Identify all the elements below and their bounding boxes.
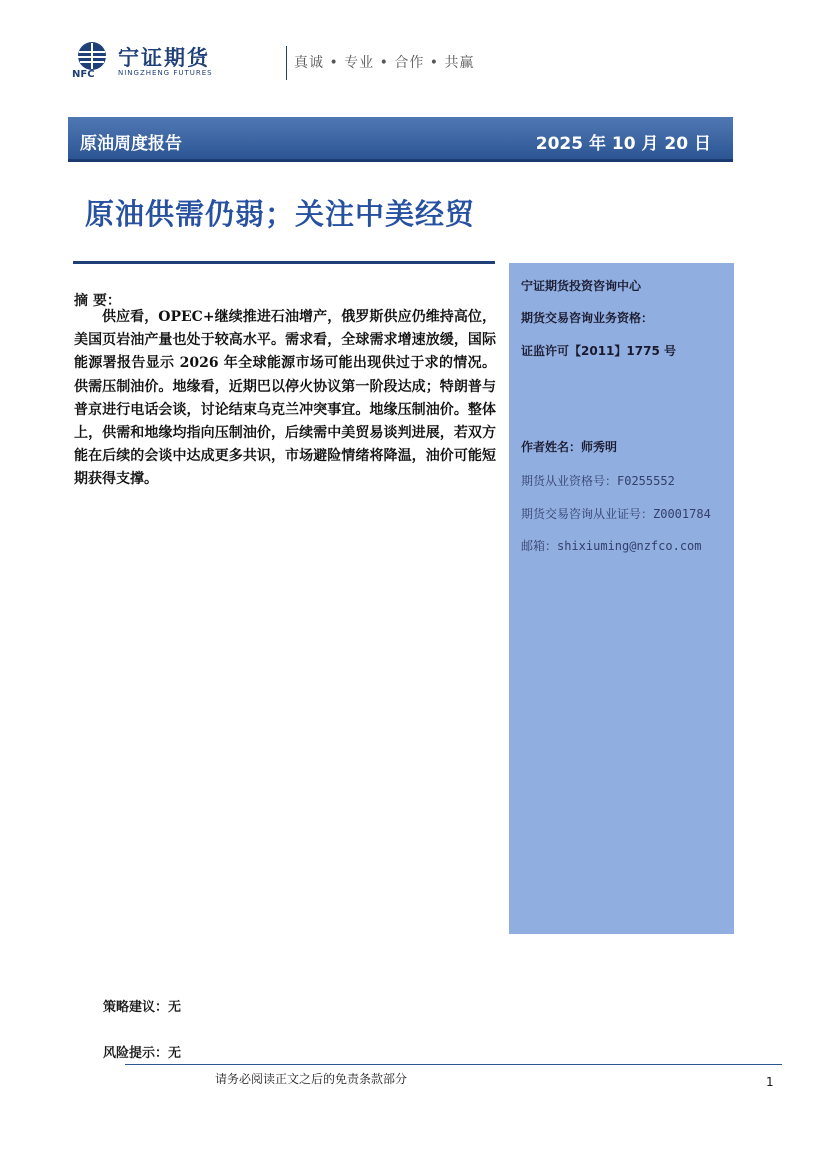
page-number: 1: [766, 1075, 774, 1089]
cert-number: 期货从业资格号：F0255552: [521, 474, 675, 488]
abstract-label: 摘 要：: [74, 293, 121, 309]
abstract-paragraph: 供应看，OPEC+继续推进石油增产，俄罗斯供应仍维持高位，美国页岩油产量也处于较高水平。需求看，全球需求增速放缓，国际能源署报告显示 2026 年全球能源市场可能出现供过于求的情况。供需压制油价。地缘看，近期巴以停火协议第一阶段达成；特朗普与普京进行电话会谈，讨论结束乌克兰冲突事宜。地缘压制油价。整体上，供需和地缘均指向压制油价，后续需中美贸易谈判进展，若双方能在后续的会谈中达成更多共识，市场避险情绪将降温，油价可能短期获得支撑。: [74, 309, 496, 488]
risk-warning: 风险提示：无: [103, 1046, 182, 1061]
company-logo: [70, 38, 475, 86]
report-headline: 原油供需仍弱；关注中美经贸: [85, 197, 476, 231]
footer-divider: [125, 1064, 782, 1065]
consult-number: 期货交易咨询从业证号：Z0001784: [521, 507, 711, 521]
research-center: 宁证期货投资咨询中心: [521, 279, 642, 293]
license-number: 证监许可【2011】1775 号: [521, 344, 676, 358]
report-date: 2025 年 10 月 20 日: [535, 134, 711, 154]
author-name: 作者姓名：师秀明: [521, 440, 618, 454]
strategy-advice: 策略建议：无: [103, 1000, 182, 1015]
report-type: 原油周度报告: [80, 134, 182, 154]
report-banner: [68, 117, 733, 162]
logo-name-cn: 宁证期货: [118, 46, 210, 70]
abstract-body: [74, 306, 496, 492]
qualification-label: 期货交易咨询业务资格：: [521, 311, 654, 325]
logo-abbr: NFC: [72, 69, 95, 80]
footer-disclaimer: 请务必阅读正文之后的免责条款部分: [215, 1072, 408, 1086]
author-sidebar: [509, 263, 734, 934]
headline-divider: [73, 261, 495, 264]
logo-name-en: NINGZHENG FUTURES: [118, 69, 213, 77]
logo-slogan: 真诚 • 专业 • 合作 • 共赢: [294, 55, 475, 71]
logo-divider: [286, 46, 287, 80]
author-email: 邮箱：shixiuming@nzfco.com: [521, 539, 702, 553]
